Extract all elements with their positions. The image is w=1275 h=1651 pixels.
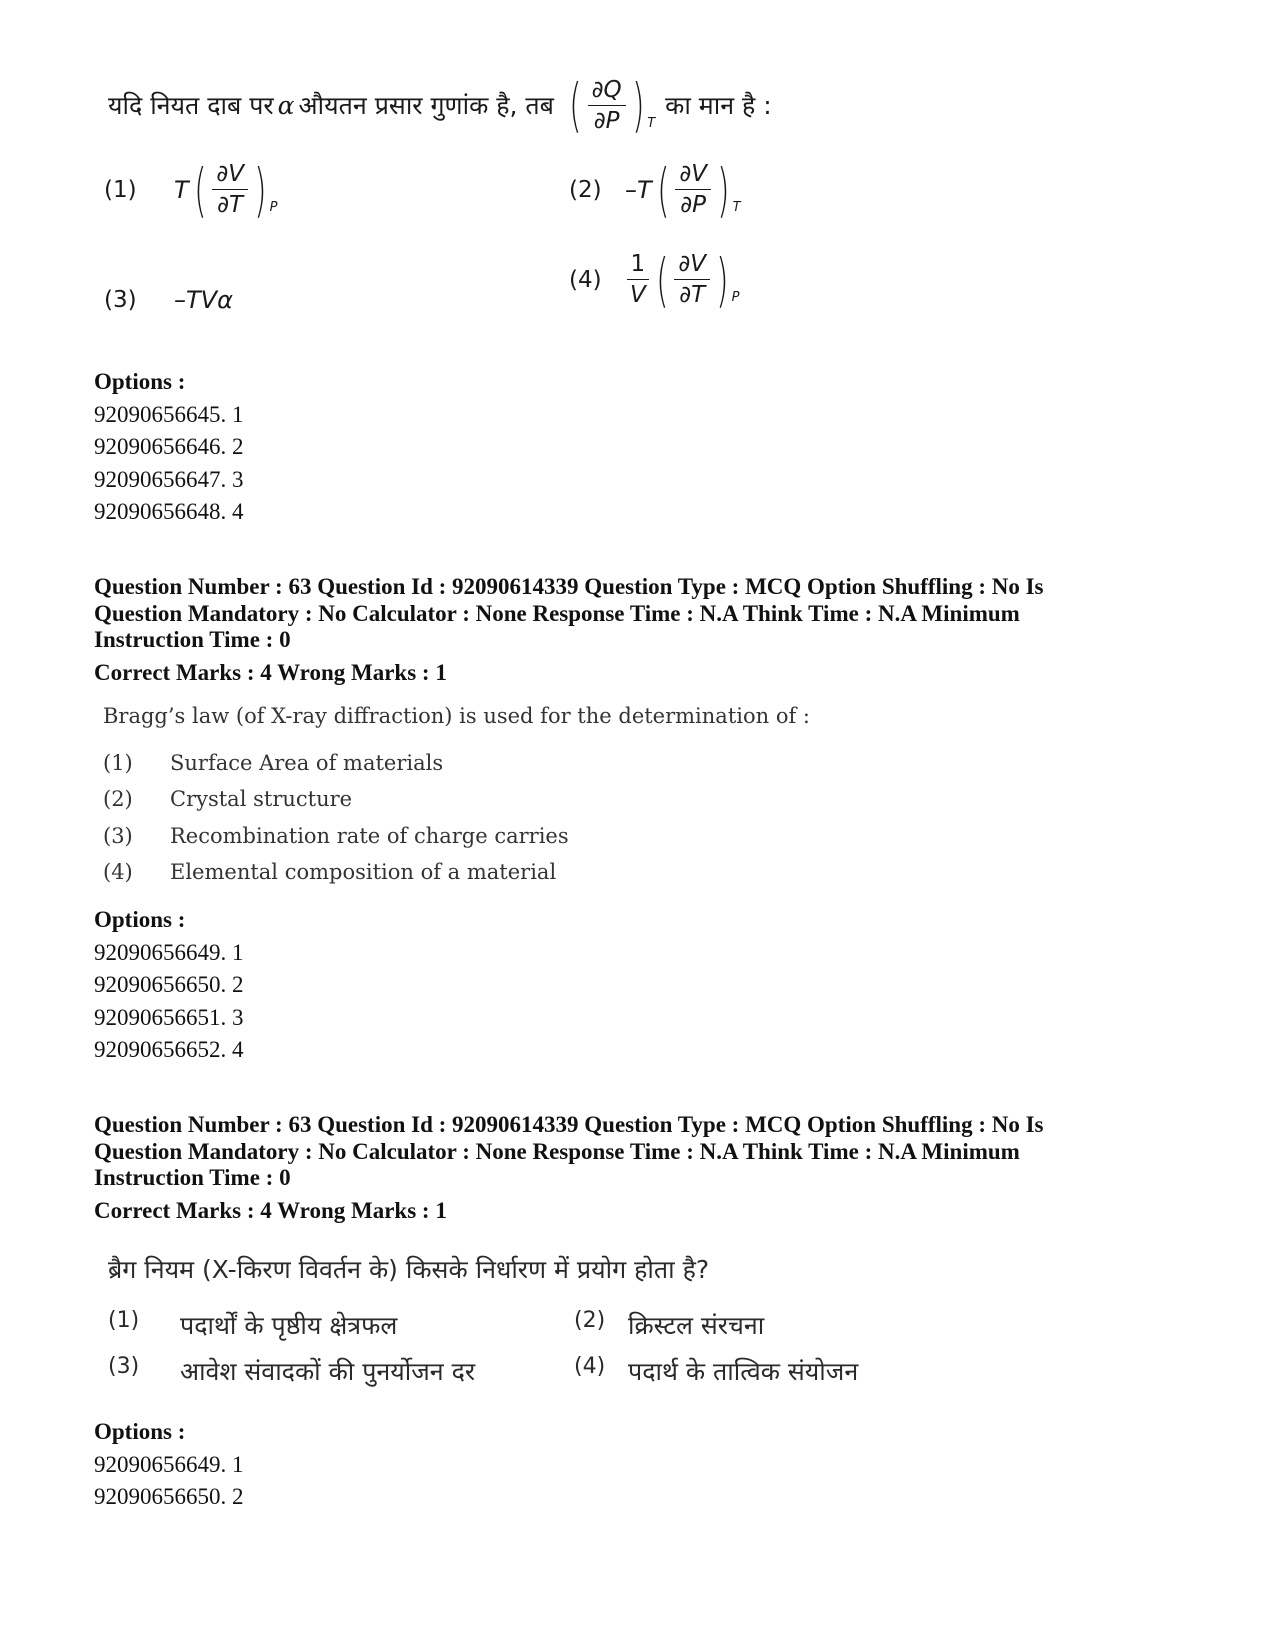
options-list: [94, 904, 244, 1067]
options-heading: Options :: [94, 369, 186, 394]
options-heading: Options :: [94, 1419, 186, 1444]
partial-derivative-expression: ( $\frac{\partial Q}{\partial P}$ ) T: [569, 71, 656, 139]
option-2: (2) Crystal structure: [103, 787, 353, 812]
options-list: [94, 366, 244, 529]
option-id: 92090656649. 1: [94, 939, 244, 965]
option-id: 92090656649. 1: [94, 1451, 244, 1477]
marks-line: Correct Marks : 4 Wrong Marks : 1: [94, 659, 447, 685]
option-id: 92090656652. 4: [94, 1037, 244, 1062]
option-4: (4) $\frac{1}{V}$ ( $\frac{\partial V}{\partial T}$ ) P: [569, 245, 740, 314]
marks-line: Correct Marks : 4 Wrong Marks : 1: [94, 1197, 447, 1223]
option-id: 92090656645. 1: [94, 401, 244, 427]
option-id: 92090656647. 3: [94, 466, 244, 492]
question-stem: ब्रैग नियम (X-किरण विवर्तन के) किसके निर्धारण में प्रयोग होता है?: [108, 1255, 710, 1284]
question-options: [104, 155, 1208, 360]
option-id: 92090656651. 3: [94, 1004, 244, 1030]
question-meta: Question Number : 63 Question Id : 92090614339 Question Type : MCQ Option Shuffling : No Is Question Mandatory : No Calculator : None Response Time : N.A Think Time : N.A Minimum Instruction Time : 0 Correct Marks : 4 Wrong Marks : 1: [94, 574, 1194, 686]
options-heading: Options :: [94, 907, 186, 932]
question-63-hindi: [108, 1252, 1108, 1386]
question-meta: Question Number : 63 Question Id : 92090614339 Question Type : MCQ Option Shuffling : No Is Question Mandatory : No Calculator : None Response Time : N.A Think Time : N.A Minimum Instruction Time : 0 Correct Marks : 4 Wrong Marks : 1: [94, 1112, 1194, 1224]
question-62-hindi: [104, 71, 1208, 360]
alpha-symbol: α: [277, 90, 295, 120]
option-id: 92090656650. 2: [94, 1484, 244, 1509]
question-stem: यदि नियत दाब पर α औयतन प्रसार गुणांक है, तब ( $\frac{\partial Q}{\partial P}$ ) T का मान है :: [108, 71, 772, 139]
option-id: 92090656646. 2: [94, 434, 244, 459]
option-3: (3) आवेश संवादकों की पुनर्योजन दर: [108, 1354, 476, 1386]
question-stem: Bragg’s law (of X-ray diffraction) is used for the determination of :: [103, 704, 810, 728]
option-2: (2) क्रिस्टल संरचना: [574, 1308, 765, 1340]
option-3: (3) Recombination rate of charge carries: [103, 823, 569, 848]
option-3: (3) –TVα: [104, 286, 233, 314]
option-1: (1) T ( $\frac{\partial V}{\partial T}$ ) P: [104, 155, 278, 224]
option-4: (4) पदार्थ के तात्विक संयोजन: [574, 1354, 859, 1386]
option-id: 92090656650. 2: [94, 972, 244, 997]
options-list: [94, 1416, 244, 1514]
option-1: (1) Surface Area of materials: [103, 751, 444, 775]
option-1: (1) पदार्थों के पृष्ठीय क्षेत्रफल: [108, 1308, 398, 1340]
option-id: 92090656648. 4: [94, 499, 244, 524]
question-63-english: [103, 704, 1103, 890]
option-4: (4) Elemental composition of a material: [103, 859, 557, 884]
option-2: (2) –T ( $\frac{\partial V}{\partial P}$ ) T: [569, 155, 741, 224]
